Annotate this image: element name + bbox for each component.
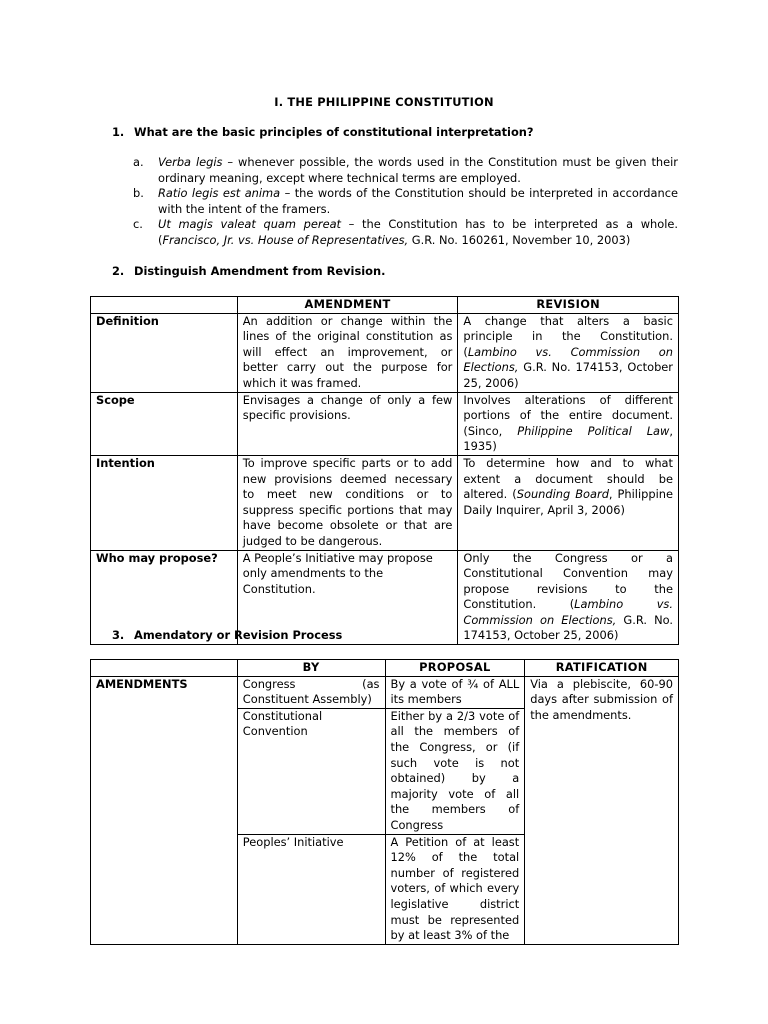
principles-list: [133, 155, 678, 249]
revision-cell: A change that alters a basic principle in the Constitution. (Lambino vs. Commission on Elections, G.R. No. 174153, October 25, 2006): [458, 313, 679, 392]
question-3: [112, 628, 342, 644]
by-cell: Congress (as Constituent Assembly): [237, 676, 385, 708]
revision-cell: Involves alterations of different portions of the entire document. (Sinco, Philippine Political Law, 1935): [458, 392, 679, 455]
amendment-cell: To improve specific parts or to add new provisions deemed necessary to meet new conditions or to suppress specific portions that may have become obsolete or that are judged to be dangerous.: [237, 455, 458, 550]
revision-cell: Only the Congress or a Constitutional Convention may propose revisions to the Constitution. (Lambino vs. Commission on Elections, G.R. No. 174153, October 25, 2006): [458, 550, 679, 645]
proposal-cell: Either by a 2/3 vote of all the members of the Congress, or (if such vote is not obtained) by a majority vote of all the members of Congress: [385, 708, 525, 834]
row-label: AMENDMENTS: [91, 676, 238, 944]
header-ratification: RATIFICATION: [525, 660, 679, 677]
list-item: c. Ut magis valeat quam pereat – the Constitution has to be interpreted as a whole. (Francisco, Jr. vs. House of Representatives, G.R. No. 160261, November 10, 2003): [133, 217, 678, 247]
table-row: [91, 676, 679, 708]
question-3-number: 3.: [112, 628, 125, 642]
latin-term: Ut magis valeat quam pereat: [158, 217, 342, 232]
header-amendment: AMENDMENT: [237, 297, 458, 314]
row-label: Intention: [91, 455, 238, 550]
table-header-row: [91, 297, 679, 314]
header-by: BY: [237, 660, 385, 677]
question-3-text: Amendatory or Revision Process: [134, 628, 343, 642]
amendment-cell: An addition or change within the lines of the original constitution as will effect an improvement, or better carry out the purpose for which it was framed.: [237, 313, 458, 392]
row-label: Scope: [91, 392, 238, 455]
list-item: a. Verba legis – whenever possible, the words used in the Constitution must be given their ordinary meaning, except where technical terms are employed.: [133, 155, 678, 185]
list-item: b. Ratio legis est anima – the words of the Constitution should be interpreted in accordance with the intent of the framers.: [133, 186, 678, 216]
amendment-cell: A People’s Initiative may propose only amendments to the Constitution.: [237, 550, 458, 645]
header-proposal: PROPOSAL: [385, 660, 525, 677]
table-row: [91, 455, 679, 550]
latin-term: Ratio legis est anima: [158, 186, 281, 201]
proposal-cell: By a vote of ¾ of ALL its members: [385, 676, 525, 708]
amendatory-process-table: [90, 659, 679, 945]
amendment-cell: Envisages a change of only a few specific provisions.: [237, 392, 458, 455]
case-citation: Francisco, Jr. vs. House of Representatives,: [162, 232, 409, 247]
row-label: Who may propose?: [91, 550, 238, 645]
question-2-text: Distinguish Amendment from Revision.: [134, 264, 386, 278]
question-1-text: What are the basic principles of constitutional interpretation?: [134, 125, 534, 139]
section-title: I. THE PHILIPPINE CONSTITUTION: [274, 95, 494, 109]
table-row: [91, 392, 679, 455]
row-label: Definition: [91, 313, 238, 392]
latin-term: Verba legis: [158, 155, 223, 169]
by-cell: Peoples’ Initiative: [237, 834, 385, 944]
question-2-number: 2.: [112, 264, 125, 278]
question-1-number: 1.: [112, 125, 125, 139]
header-revision: REVISION: [458, 297, 679, 314]
table-row: [91, 313, 679, 392]
question-1: [112, 125, 534, 141]
proposal-cell: A Petition of at least 12% of the total number of registered voters, of which every legislative district must be represented by at least 3% of the: [385, 834, 525, 944]
table-header-row: [91, 660, 679, 677]
amendment-revision-table: [90, 296, 679, 645]
by-cell: Constitutional Convention: [237, 708, 385, 834]
revision-cell: To determine how and to what extent a document should be altered. (Sounding Board, Philippine Daily Inquirer, April 3, 2006): [458, 455, 679, 550]
question-2: [112, 264, 385, 280]
ratification-cell: Via a plebiscite, 60-90 days after submission of the amendments.: [525, 676, 679, 944]
